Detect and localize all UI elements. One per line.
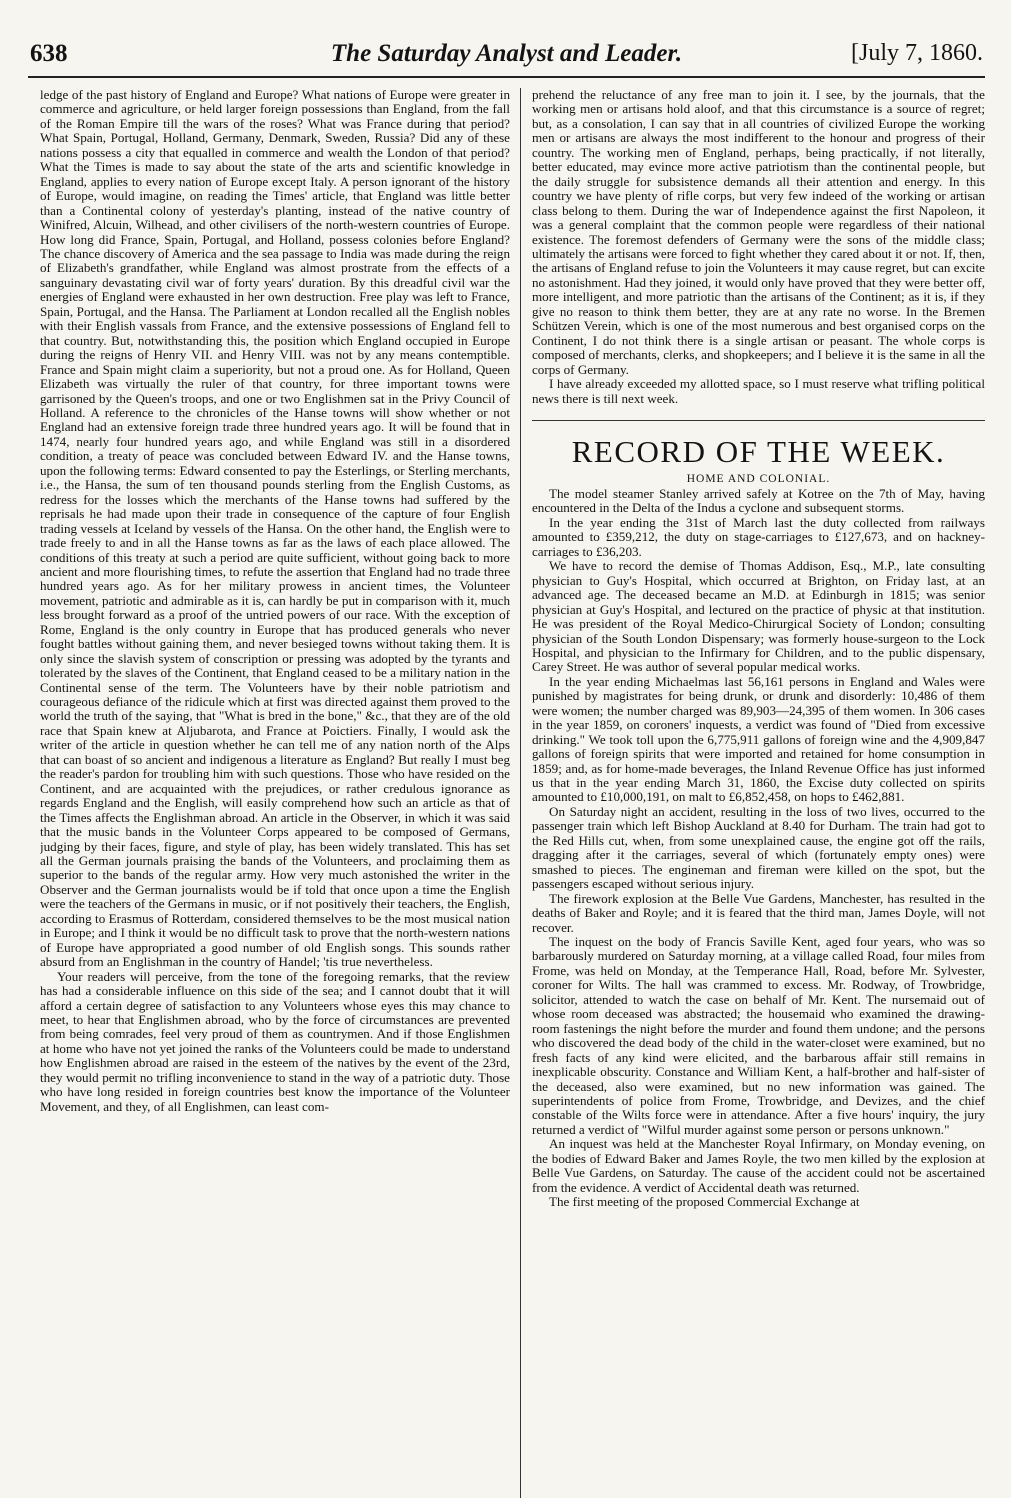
issue-date: [July 7, 1860. [851,40,983,66]
record-paragraph: An inquest was held at the Manchester Royal Infirmary, on Monday evening, on the bodies of Edward Baker and James Royle, the two men killed by the explosion at Belle Vue Gardens, on Saturday. The cause of the accident could not be ascertained from the evidence. A verdict of Accidental death was returned. [532,1136,985,1195]
record-paragraph: The first meeting of the proposed Commercial Exchange at [549,1194,860,1210]
section-divider [532,420,985,421]
article-paragraph: ledge of the past history of England and Europe? What nations of Europe were greater in commerce and agriculture, or held larger foreign possessions than England, from the fall of the Roman Empire till the wars of the roses? What was France during that period? What Spain, Portugal, Holland, Germany, Denmark, Sweden, Russia? Did any of these nations possess a city that equalled in commerce and wealth the London of that period? What the Times is made to say about the state of the arts and scientific knowledge in England, applies to every nation of Europe except Italy. A person ignorant of the history of Europe, would imagine, on reading the Times' article, that England was little better than a Continental colony of yesterday's planting, instead of the native country of Winifred, Alcuin, Wilhead, and other civilisers of the north-western countries of Europe. How long did France, Spain, Portugal, and Holland, possess colonies before England? The chance discovery of America and the sea passage to India was made during the reign of Elizabeth's grandfather, while England was almost prostrate from the effects of a sanguinary devastating civil war of forty years' duration. By this dreadful civil war the energies of England were exhausted in her own destruction. Free play was left to France, Spain, Portugal, and the Hansa. The Parliament at London recalled all the English nobles with their English vassals from France, and the extensive possessions of England fell to that country. But, notwithstanding this, the position which England occupied in Europe during the reigns of Henry VII. and Henry VIII. was not by any means contemptible. France and Spain might claim a superiority, but not a proud one. As for Holland, Queen Elizabeth was virtually the ruler of that country, for three important towns were garrisoned by the Queen's troops, and one or two Englishmen sat in the Privy Council of Holland. A reference to the chronicles of the Hanse towns will show whether or not England had an extensive foreign trade three hundred years ago. It will be found that in 1474, nearly four hundred years ago, and while England was still in a disordered condition, a treaty of peace was concluded between Edward IV. and the Hanse towns, upon the following terms: Edward consented to pay the Esterlings, or Sterling merchants, i.e., the Hansa, the sum of ten thousand pounds sterling from the English Customs, as redress for the losses which the merchants of the Hanse towns had suffered by the reprisals he had made upon their trade in consequence of the capture of four English trading vessels at Iceland by vessels of the Hansa. On the other hand, the English were to trade freely to and in all the Hanse towns as far as the laws of each place allowed. The conditions of this treaty at such a period are quite sufficient, without going back to more ancient and more flourishing times, to refute the assertion that England had no trade three hundred years ago. As for her military prowess in ancient times, the Volunteer movement, patriotic and admirable as it is, can hardly be put in comparison with it, much less brought forward as a proof of the untried powers of our race. With the exception of Rome, England is the only country in Europe that has produced generals who never fought battles without gaining them, and never besieged towns without taking them. It is only since the slavish system of conscription or pressing was adopted by the tyrants and tolerated by the slaves of the Continent, that England ceased to be a military nation in the Continental sense of the term. The Volunteers have by their noble patriotism and courageous defiance of the ridicule which at first was directed against them proved to the world the truth of the saying, that "What is bred in the bone," &c., that they are of the old race that Spain knew at Aljubarota, and France at Poictiers. Finally, I would ask the writer of the article in question whether he can tell me of any nation north of the Alps that can boast of so ancient and indigenous a literature as England? But really I must beg the reader's pardon for troubling him with such questions. Those who have resided on the Continent, and are acquainted with the prejudices, or rather credulous ignorance as regards England and the English, will easily comprehend how such an article as that of the Times affects the Englishman abroad. An article in the Observer, in which it was said that the music bands in the Volunteer Corps appeared to be composed of Germans, judging by their faces, figure, and style of play, has been widely translated. This has set all the German journals praising the bands of the Volunteers, and proclaiming them as superior to the bands of the regular army. How very much astonished the writer in the Observer and the German journalists would be if told that once upon a time the English were the teachers of the Germans in music, or if not positively their teachers, the English, according to Erasmus of Rotterdam, considered themselves to be the most musical nation in Europe; and I think it would be no difficult task to prove that the north-western nations of Europe have appropriated a good number of old English songs. This sounds rather absurd from an Englishman in the country of Handel; 'tis true nevertheless. [40,88,510,970]
publication-title: The Saturday Analyst and Leader. [330,40,683,67]
letter-paragraph: I have already exceeded my allotted space, so I must reserve what trifling political news there is till next week. [532,376,985,406]
article-paragraph: Your readers will perceive, from the tone of the foregoing remarks, that the review has had a considerable influence on this side of the sea; and I cannot doubt that it will afford a certain degree of satisfaction to any Volunteers whose eyes this may chance to meet, to hear that Englishmen abroad, who by the force of circumstances are prevented from being comrades, feel very proud of them as countrymen. And if those Englishmen at home who have not yet joined the ranks of the Volunteers could be made to understand how Englishmen abroad are raised in the esteem of the natives by the event of the 23rd, they would permit no trifling inconvenience to stand in the way of a patriotic duty. Those who have long resided in foreign countries best know the importance of the Volunteer Movement, and they, of all Englishmen, can least com- [40,968,510,1114]
record-paragraph: In the year ending Michaelmas last 56,161 persons in England and Wales were punished by magistrates for being drunk, or drunk and disorderly: 10,486 of them were women; the number charged was 89,903—24,395 of them women. In 306 cases in the year 1859, on coroners' inquests, a verdict was found of "Died from excessive drinking." We took toll upon the 6,775,911 gallons of foreign wine and the 4,909,847 gallons of foreign spirits that were imported and retained for home consumption in 1859; and, as for home-made beverages, the Inland Revenue Office has just informed us that in the year ending March 31, 1860, the Excise duty collected on spirits amounted to £10,000,191, on malt to £6,852,458, on hops to £462,881. [532,673,985,805]
record-paragraph: On Saturday night an accident, resulting in the loss of two lives, occurred to the passenger train which left Bishop Auckland at 8.40 for Durham. The train had got to the Red Hills cut, when, from some unexplained cause, the engine got off the rails, dragging after it the carriages, several of which (fortunately empty ones) were smashed to pieces. The engineman and fireman were killed on the spot, but the passengers escaped without serious injury. [532,803,985,892]
letter-paragraph: prehend the reluctance of any free man to join it. I see, by the journals, that the working men or artisans hold aloof, and that this circumstance is a source of regret; but, as a consolation, I can say that in all countries of civilized Europe the working men or artisans are always the most indifferent to the honour and progress of their country. The working men of England, perhaps, being practically, if not literally, better educated, may evince more active patriotism than the continental people, but the daily struggle for subsistence demands all their attention and energy. In this country we have plenty of rifle corps, but very few indeed of the working or artisan class belong to them. During the war of Independence against the first Napoleon, it was a general complaint that the common people were regardless of their national existence. The foremost defenders of Germany were the sons of the middle class; ultimately the artisans were forced to fight whether they cared about it or not. If, then, the artisans of England refuse to join the Volunteers it may cause regret, but can excite no astonishment. Had they joined, it would only have proved that they were better off, more intelligent, and more patriotic than the artisans of the Continent; as it is, if they give no reason to think them better, they are at any rate no worse. In the Bremen Schützen Verein, which is one of the most numerous and best organised corps on the Continent, I do not think there is a single artisan or peasant. The whole corps is composed of merchants, clerks, and shopkeepers; and I believe it is the same in all the corps of Germany. [532,88,985,377]
text-columns [28,88,985,1498]
left-column [40,88,510,1498]
record-paragraph: The model steamer Stanley arrived safely at Kotree on the 7th of May, having encountered in the Delta of the Indus a cyclone and subsequent storms. [532,485,985,516]
page-header [28,40,985,78]
record-paragraph: The firework explosion at the Belle Vue Gardens, Manchester, has resulted in the deaths of Baker and Royle; and it is feared that the third man, James Doyle, will not recover. [532,890,985,935]
record-paragraph: We have to record the demise of Thomas Addison, Esq., M.P., late consulting physician to Guy's Hospital, which occurred at Brighton, on Friday last, at an advanced age. The deceased became an M.D. at Edinburgh in 1815; was senior physician at Guy's Hospital, and lectured on the practice of physic at that institution. He was president of the Royal Medico-Chirurgical Society of London; consulting physician of the South London Dispensary; was formerly house-surgeon to the Lock Hospital, and physician to the Infirmary for Children, and to the public dispensary, Carey Street. He was author of several popular medical works. [532,558,985,675]
record-paragraph: The inquest on the body of Francis Saville Kent, aged four years, who was so barbarously murdered on Saturday morning, at a village called Road, four miles from Frome, was held on Monday, at the Temperance Hall, Road, before Mr. Sylvester, coroner for Wilts. The hall was crammed to excess. Mr. Rodway, of Trowbridge, solicitor, attended to watch the case on behalf of Mr. Kent. The nursemaid out of whose room deceased was abstracted; the housemaid who examined the drawing-room fastenings the night before the murder and found them undone; and the persons who discovered the dead body of the child in the water-closet were examined, but no fresh facts of any kind were elicited, and the barbarous affair still remains in inexplicable obscurity. Constance and William Kent, a half-brother and half-sister of the deceased, also were examined, but no new information was gained. The superintendents of police from Frome, Trowbridge, and Devizes, and the chief constable of the Wilts force were in attendance. After a five hours' inquiry, the jury returned a verdict of "Wilful murder against some person or persons unknown." [532,934,985,1137]
right-column [532,88,985,1498]
column-rule [520,88,521,1498]
section-subtitle: HOME AND COLONIAL. [686,472,831,485]
section-title: RECORD OF THE WEEK. [571,433,946,469]
page-number: 638 [30,40,68,67]
record-paragraph: In the year ending the 31st of March last the duty collected from railways amounted to £359,212, the duty on stage-carriages to £127,673, and on hackney-carriages to £36,203. [532,514,985,559]
